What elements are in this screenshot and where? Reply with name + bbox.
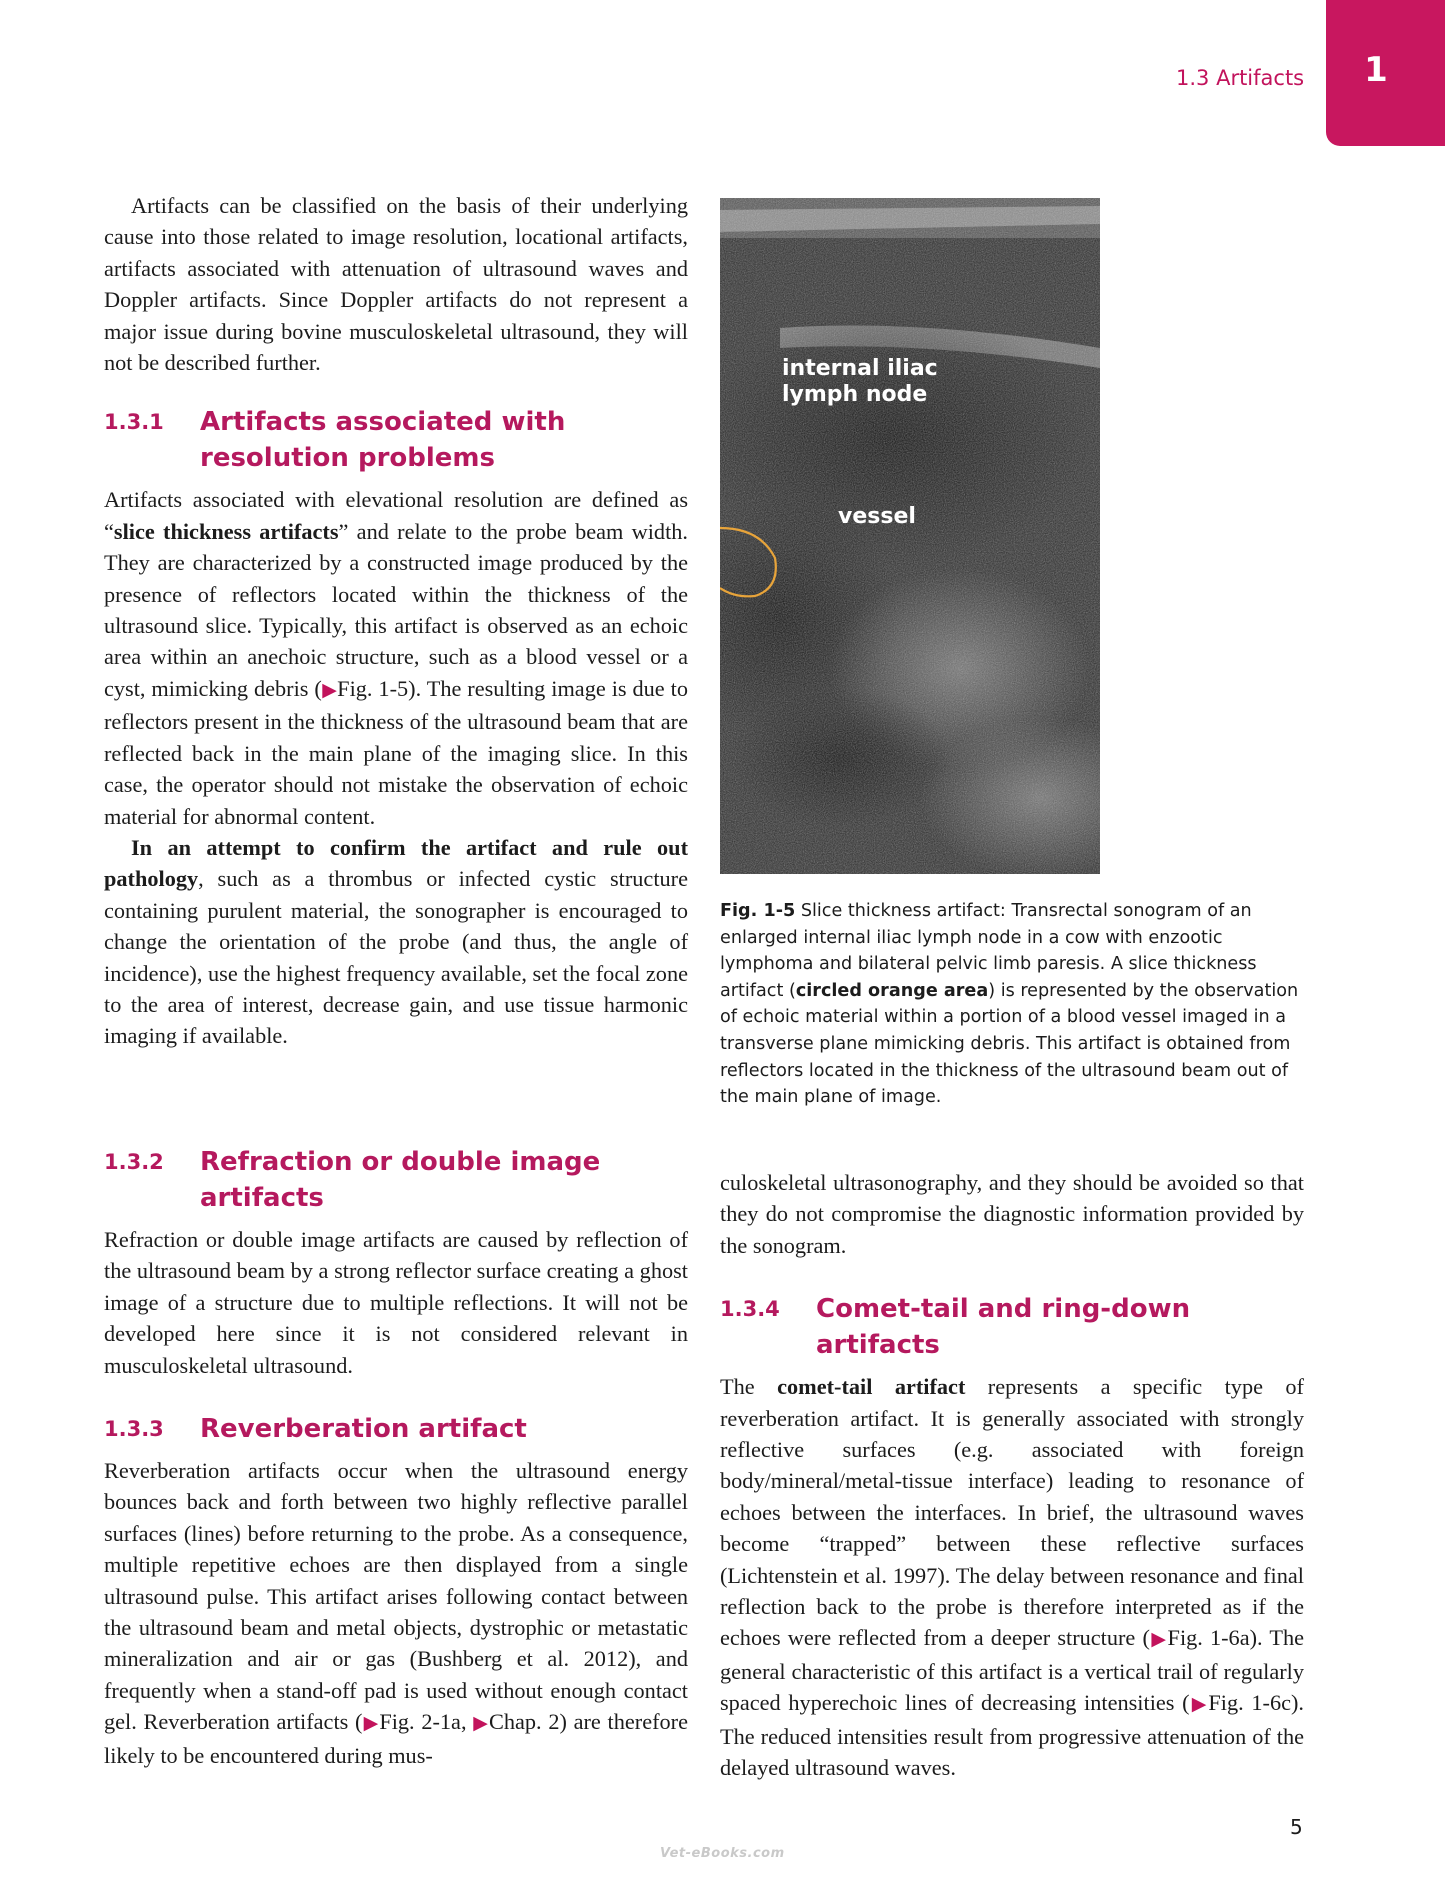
triangle-ref-icon: ▶: [1149, 1629, 1168, 1651]
right-column-continuation: [720, 1167, 1304, 1784]
figure-reference-link[interactable]: Fig. 1-6a: [1167, 1625, 1250, 1651]
text-run: ). The general characteristic of this artifact is a vertical trail of regularly spaced hyperechoic lines of decreasing intensities (: [720, 1625, 1304, 1716]
paragraph-slice-thickness: [104, 484, 688, 831]
text-run: The: [720, 1374, 778, 1400]
section-heading-1-3-3: [104, 1411, 688, 1447]
section-title: Reverberation artifact: [200, 1414, 527, 1445]
section-number: 1.3.2: [104, 1150, 164, 1174]
bold-term: In an attempt to confirm the artifact and rule out pathology: [104, 834, 688, 892]
chapter-number: 1: [1364, 50, 1388, 90]
chapter-reference-link[interactable]: Chap. 2: [488, 1709, 560, 1735]
section-number: 1.3.3: [104, 1417, 164, 1442]
paragraph-comet-tail: [720, 1371, 1304, 1783]
text-run: ). The resulting image is due to reflectors present in the thickness of the ultrasound beam that are reflected back in the main plane of the imaging slice. In this case, the operator should not mistake the observation of echoic material for abnormal content.: [104, 675, 688, 829]
watermark: Vet-eBooks.com: [660, 1846, 785, 1861]
caption-text: ) is represented by the observation of echoic material within a portion of a blood vessel imaged in a transverse plane mimicking debris. This artifact is obtained from reflectors located in the thickness of the ultrasound beam out of the main plane of image.: [720, 980, 1299, 1108]
paragraph-confirm-artifact: [104, 832, 688, 1052]
text-run: ” and relate to the probe beam width. They are characterized by a constructed image produced by the presence of reflectors located within the thickness of the ultrasound slice. Typically, this artifact is observed as an echoic area within an anechoic structure, such as a blood vessel or a cyst, mimicking debris (: [104, 518, 688, 701]
triangle-ref-icon: ▶: [321, 679, 338, 701]
caption-label: Fig. 1-5: [720, 901, 796, 921]
section-title: Refraction or double image artifacts: [200, 1147, 601, 1213]
page-number: 5: [1290, 1815, 1303, 1839]
section-heading-1-3-1: [104, 404, 688, 476]
paragraph-continuation: culoskeletal ultrasonography, and they should be avoided so that they do not compromise the diagnostic information provided by the sonogram.: [720, 1170, 1304, 1258]
caption-bold: circled orange area: [795, 980, 989, 1001]
text-run: , such as a thrombus or infected cystic structure containing purulent material, the sonographer is encouraged to change the orientation of the probe (and thus, the angle of incidence), use the highest frequency available, set the focal zone to the area of interest, decrease gain, and use tissue harmonic imaging if available.: [104, 866, 688, 1049]
left-column-top: [104, 190, 688, 1052]
text-run: Artifacts associated with elevational resolution are defined as “: [104, 487, 688, 544]
running-head: 1.3 Artifacts: [1176, 66, 1305, 90]
triangle-ref-icon: ▶: [362, 1713, 380, 1735]
text-run: ). The reduced intensities result from progressive attenuation of the delayed ultrasound waves.: [720, 1690, 1304, 1781]
paragraph-refraction: Refraction or double image artifacts are caused by reflection of the ultrasound beam by a strong reflector surface creating a ghost image of a structure due to multiple reflections. It will not be developed here since it is not considered relevant in musculoskeletal ultrasound.: [104, 1227, 688, 1378]
text-run: represents a specific type of reverberation artifact. It is generally associated with strongly reflective surfaces (e.g. associated with foreign body/mineral/metal-tissue interface) leading to resonance of echoes between the interfaces. In brief, the ultrasound waves become “trapped” between these reflective surfaces (Lichtenstein et al. 1997). The delay between resonance and final reflection back to the probe is therefore interpreted as if the echoes were reflected from a deeper structure (: [720, 1374, 1304, 1651]
label-vessel: vessel: [838, 504, 916, 529]
section-number: 1.3.4: [720, 1297, 780, 1322]
section-heading-1-3-4: [720, 1291, 1304, 1363]
figure-reference-link[interactable]: Fig. 1-5: [337, 675, 409, 701]
triangle-ref-icon: ▶: [1189, 1694, 1209, 1716]
section-number: 1.3.1: [104, 410, 164, 435]
caption-text: Slice thickness artifact: Transrectal sonogram of an enlarged internal iliac lymph node in a cow with enzootic lymphoma and bilateral pelvic limb paresis. A slice thickness artifact (: [720, 901, 1257, 1001]
bold-term: comet-tail artifact: [777, 1374, 966, 1400]
figure-reference-link[interactable]: Fig. 1-6c: [1208, 1690, 1291, 1716]
section-title: Artifacts associated with resolution problems: [200, 407, 566, 474]
intro-paragraph: Artifacts can be classified on the basis of their underlying cause into those related to image resolution, locational artifacts, artifacts associated with attenuation of ultrasound waves and Doppler artifacts. Since Doppler artifacts do not represent a major issue during bovine musculoskeletal ultrasound, they will not be described further.: [104, 193, 688, 376]
section-title: Comet-tail and ring-down artifacts: [816, 1294, 1191, 1361]
section-heading-1-3-2: [104, 1144, 688, 1216]
figure-reference-link[interactable]: Fig. 2-1a,: [379, 1709, 467, 1735]
bold-term: slice thickness artifacts: [113, 518, 339, 544]
chapter-tab: [1326, 0, 1445, 146]
text-run: ) are therefore likely to be encountered during mus-: [104, 1709, 688, 1768]
left-column-bottom: [104, 1144, 688, 1771]
figure-caption: [720, 898, 1305, 1111]
label-internal-iliac-lymph-node: internal iliac lymph node: [782, 356, 938, 407]
text-run: Reverberation artifacts occur when the ultrasound energy bounces back and forth between two highly reflective parallel surfaces (lines) before returning to the probe. As a consequence, multiple repetitive echoes are then displayed from a single ultrasound pulse. This artifact arises following contact between the ultrasound beam and metal objects, dystrophic or metastatic mineralization and air or gas (Bushberg et al. 2012), and frequently when a stand-off pad is used without enough contact gel. Reverberation artifacts (: [104, 1458, 688, 1735]
ultrasound-figure-image: [720, 198, 1100, 874]
paragraph-reverberation: [104, 1455, 688, 1771]
triangle-ref-icon: ▶: [473, 1713, 489, 1735]
